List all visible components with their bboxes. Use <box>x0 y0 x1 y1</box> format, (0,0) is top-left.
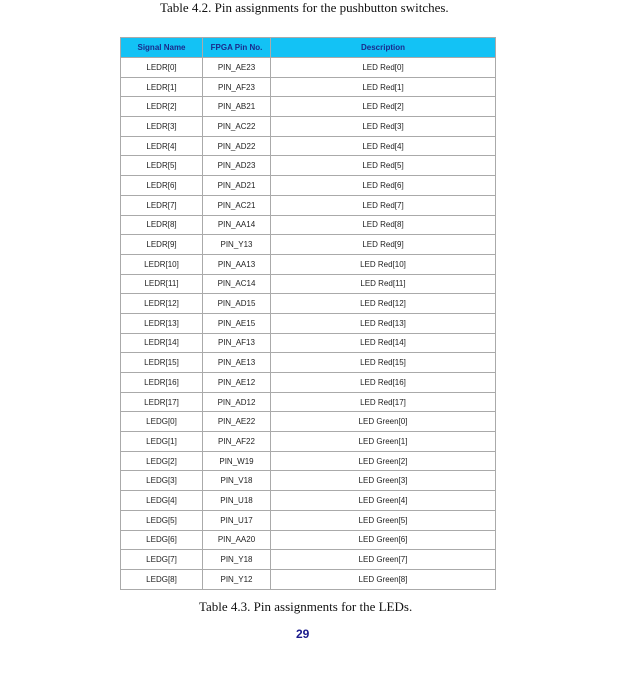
table-row <box>121 333 496 353</box>
table-row <box>121 471 496 491</box>
table-row <box>121 392 496 412</box>
table-row <box>121 353 496 373</box>
description-cell: LED Red[10] <box>271 254 496 274</box>
fpga-pin-cell: PIN_AD15 <box>203 294 271 314</box>
description-cell: LED Red[9] <box>271 235 496 255</box>
table-row <box>121 530 496 550</box>
previous-table-caption: Table 4.2. Pin assignments for the pushbutton switches. <box>160 0 449 15</box>
fpga-pin-cell: PIN_U18 <box>203 491 271 511</box>
signal-name-cell: LEDR[11] <box>121 274 203 294</box>
table-row <box>121 58 496 78</box>
fpga-pin-cell: PIN_AA13 <box>203 254 271 274</box>
table-row <box>121 373 496 393</box>
fpga-pin-cell: PIN_AD12 <box>203 392 271 412</box>
signal-name-cell: LEDG[3] <box>121 471 203 491</box>
table-row <box>121 491 496 511</box>
signal-name-cell: LEDR[14] <box>121 333 203 353</box>
description-cell: LED Green[4] <box>271 491 496 511</box>
fpga-pin-cell: PIN_Y12 <box>203 569 271 589</box>
signal-name-cell: LEDR[9] <box>121 235 203 255</box>
description-cell: LED Green[3] <box>271 471 496 491</box>
signal-name-cell: LEDR[7] <box>121 195 203 215</box>
table-header-row <box>121 38 496 58</box>
fpga-pin-cell: PIN_AD21 <box>203 176 271 196</box>
fpga-pin-cell: PIN_AF13 <box>203 333 271 353</box>
description-cell: LED Green[7] <box>271 550 496 570</box>
signal-name-cell: LEDR[12] <box>121 294 203 314</box>
signal-name-cell: LEDR[13] <box>121 313 203 333</box>
fpga-pin-cell: PIN_V18 <box>203 471 271 491</box>
header-fpga-pin: FPGA Pin No. <box>203 38 271 58</box>
fpga-pin-cell: PIN_AB21 <box>203 97 271 117</box>
fpga-pin-cell: PIN_AD22 <box>203 136 271 156</box>
fpga-pin-cell: PIN_AA14 <box>203 215 271 235</box>
fpga-pin-cell: PIN_AE12 <box>203 373 271 393</box>
fpga-pin-cell: PIN_AC22 <box>203 117 271 137</box>
table-row <box>121 550 496 570</box>
description-cell: LED Red[6] <box>271 176 496 196</box>
description-cell: LED Red[17] <box>271 392 496 412</box>
table-row <box>121 569 496 589</box>
signal-name-cell: LEDR[0] <box>121 58 203 78</box>
table-row <box>121 176 496 196</box>
signal-name-cell: LEDR[10] <box>121 254 203 274</box>
table-row <box>121 432 496 452</box>
description-cell: LED Red[7] <box>271 195 496 215</box>
fpga-pin-cell: PIN_W19 <box>203 451 271 471</box>
fpga-pin-cell: PIN_Y13 <box>203 235 271 255</box>
description-cell: LED Red[3] <box>271 117 496 137</box>
description-cell: LED Green[5] <box>271 510 496 530</box>
signal-name-cell: LEDR[4] <box>121 136 203 156</box>
description-cell: LED Green[8] <box>271 569 496 589</box>
page-number: 29 <box>296 627 310 641</box>
signal-name-cell: LEDG[8] <box>121 569 203 589</box>
signal-name-cell: LEDG[6] <box>121 530 203 550</box>
fpga-pin-cell: PIN_AE13 <box>203 353 271 373</box>
table-row <box>121 156 496 176</box>
table-row <box>121 451 496 471</box>
signal-name-cell: LEDG[5] <box>121 510 203 530</box>
fpga-pin-cell: PIN_U17 <box>203 510 271 530</box>
fpga-pin-cell: PIN_AC21 <box>203 195 271 215</box>
table-row <box>121 77 496 97</box>
description-cell: LED Red[13] <box>271 313 496 333</box>
description-cell: LED Green[1] <box>271 432 496 452</box>
description-cell: LED Red[5] <box>271 156 496 176</box>
fpga-pin-cell: PIN_AC14 <box>203 274 271 294</box>
table-row <box>121 274 496 294</box>
fpga-pin-cell: PIN_Y18 <box>203 550 271 570</box>
description-cell: LED Red[2] <box>271 97 496 117</box>
table-row <box>121 215 496 235</box>
fpga-pin-cell: PIN_AA20 <box>203 530 271 550</box>
description-cell: LED Green[2] <box>271 451 496 471</box>
fpga-pin-cell: PIN_AF23 <box>203 77 271 97</box>
description-cell: LED Red[11] <box>271 274 496 294</box>
signal-name-cell: LEDG[1] <box>121 432 203 452</box>
table-row <box>121 117 496 137</box>
table-row <box>121 97 496 117</box>
signal-name-cell: LEDR[2] <box>121 97 203 117</box>
signal-name-cell: LEDR[15] <box>121 353 203 373</box>
signal-name-cell: LEDG[7] <box>121 550 203 570</box>
signal-name-cell: LEDR[16] <box>121 373 203 393</box>
table-row <box>121 195 496 215</box>
description-cell: LED Red[1] <box>271 77 496 97</box>
led-pin-assignments-table <box>120 37 496 590</box>
table-row <box>121 294 496 314</box>
description-cell: LED Red[15] <box>271 353 496 373</box>
fpga-pin-cell: PIN_AE22 <box>203 412 271 432</box>
table-row <box>121 136 496 156</box>
description-cell: LED Red[8] <box>271 215 496 235</box>
signal-name-cell: LEDR[5] <box>121 156 203 176</box>
table-row <box>121 510 496 530</box>
fpga-pin-cell: PIN_AD23 <box>203 156 271 176</box>
header-signal-name: Signal Name <box>121 38 203 58</box>
signal-name-cell: LEDG[0] <box>121 412 203 432</box>
table-row <box>121 254 496 274</box>
fpga-pin-cell: PIN_AE15 <box>203 313 271 333</box>
description-cell: LED Red[14] <box>271 333 496 353</box>
description-cell: LED Red[12] <box>271 294 496 314</box>
table-caption: Table 4.3. Pin assignments for the LEDs. <box>199 599 413 614</box>
table-row <box>121 412 496 432</box>
signal-name-cell: LEDR[1] <box>121 77 203 97</box>
signal-name-cell: LEDR[6] <box>121 176 203 196</box>
signal-name-cell: LEDG[4] <box>121 491 203 511</box>
fpga-pin-cell: PIN_AF22 <box>203 432 271 452</box>
signal-name-cell: LEDG[2] <box>121 451 203 471</box>
description-cell: LED Red[4] <box>271 136 496 156</box>
description-cell: LED Red[16] <box>271 373 496 393</box>
description-cell: LED Red[0] <box>271 58 496 78</box>
signal-name-cell: LEDR[17] <box>121 392 203 412</box>
description-cell: LED Green[0] <box>271 412 496 432</box>
table-row <box>121 235 496 255</box>
signal-name-cell: LEDR[3] <box>121 117 203 137</box>
fpga-pin-cell: PIN_AE23 <box>203 58 271 78</box>
signal-name-cell: LEDR[8] <box>121 215 203 235</box>
table-row <box>121 313 496 333</box>
header-description: Description <box>271 38 496 58</box>
description-cell: LED Green[6] <box>271 530 496 550</box>
